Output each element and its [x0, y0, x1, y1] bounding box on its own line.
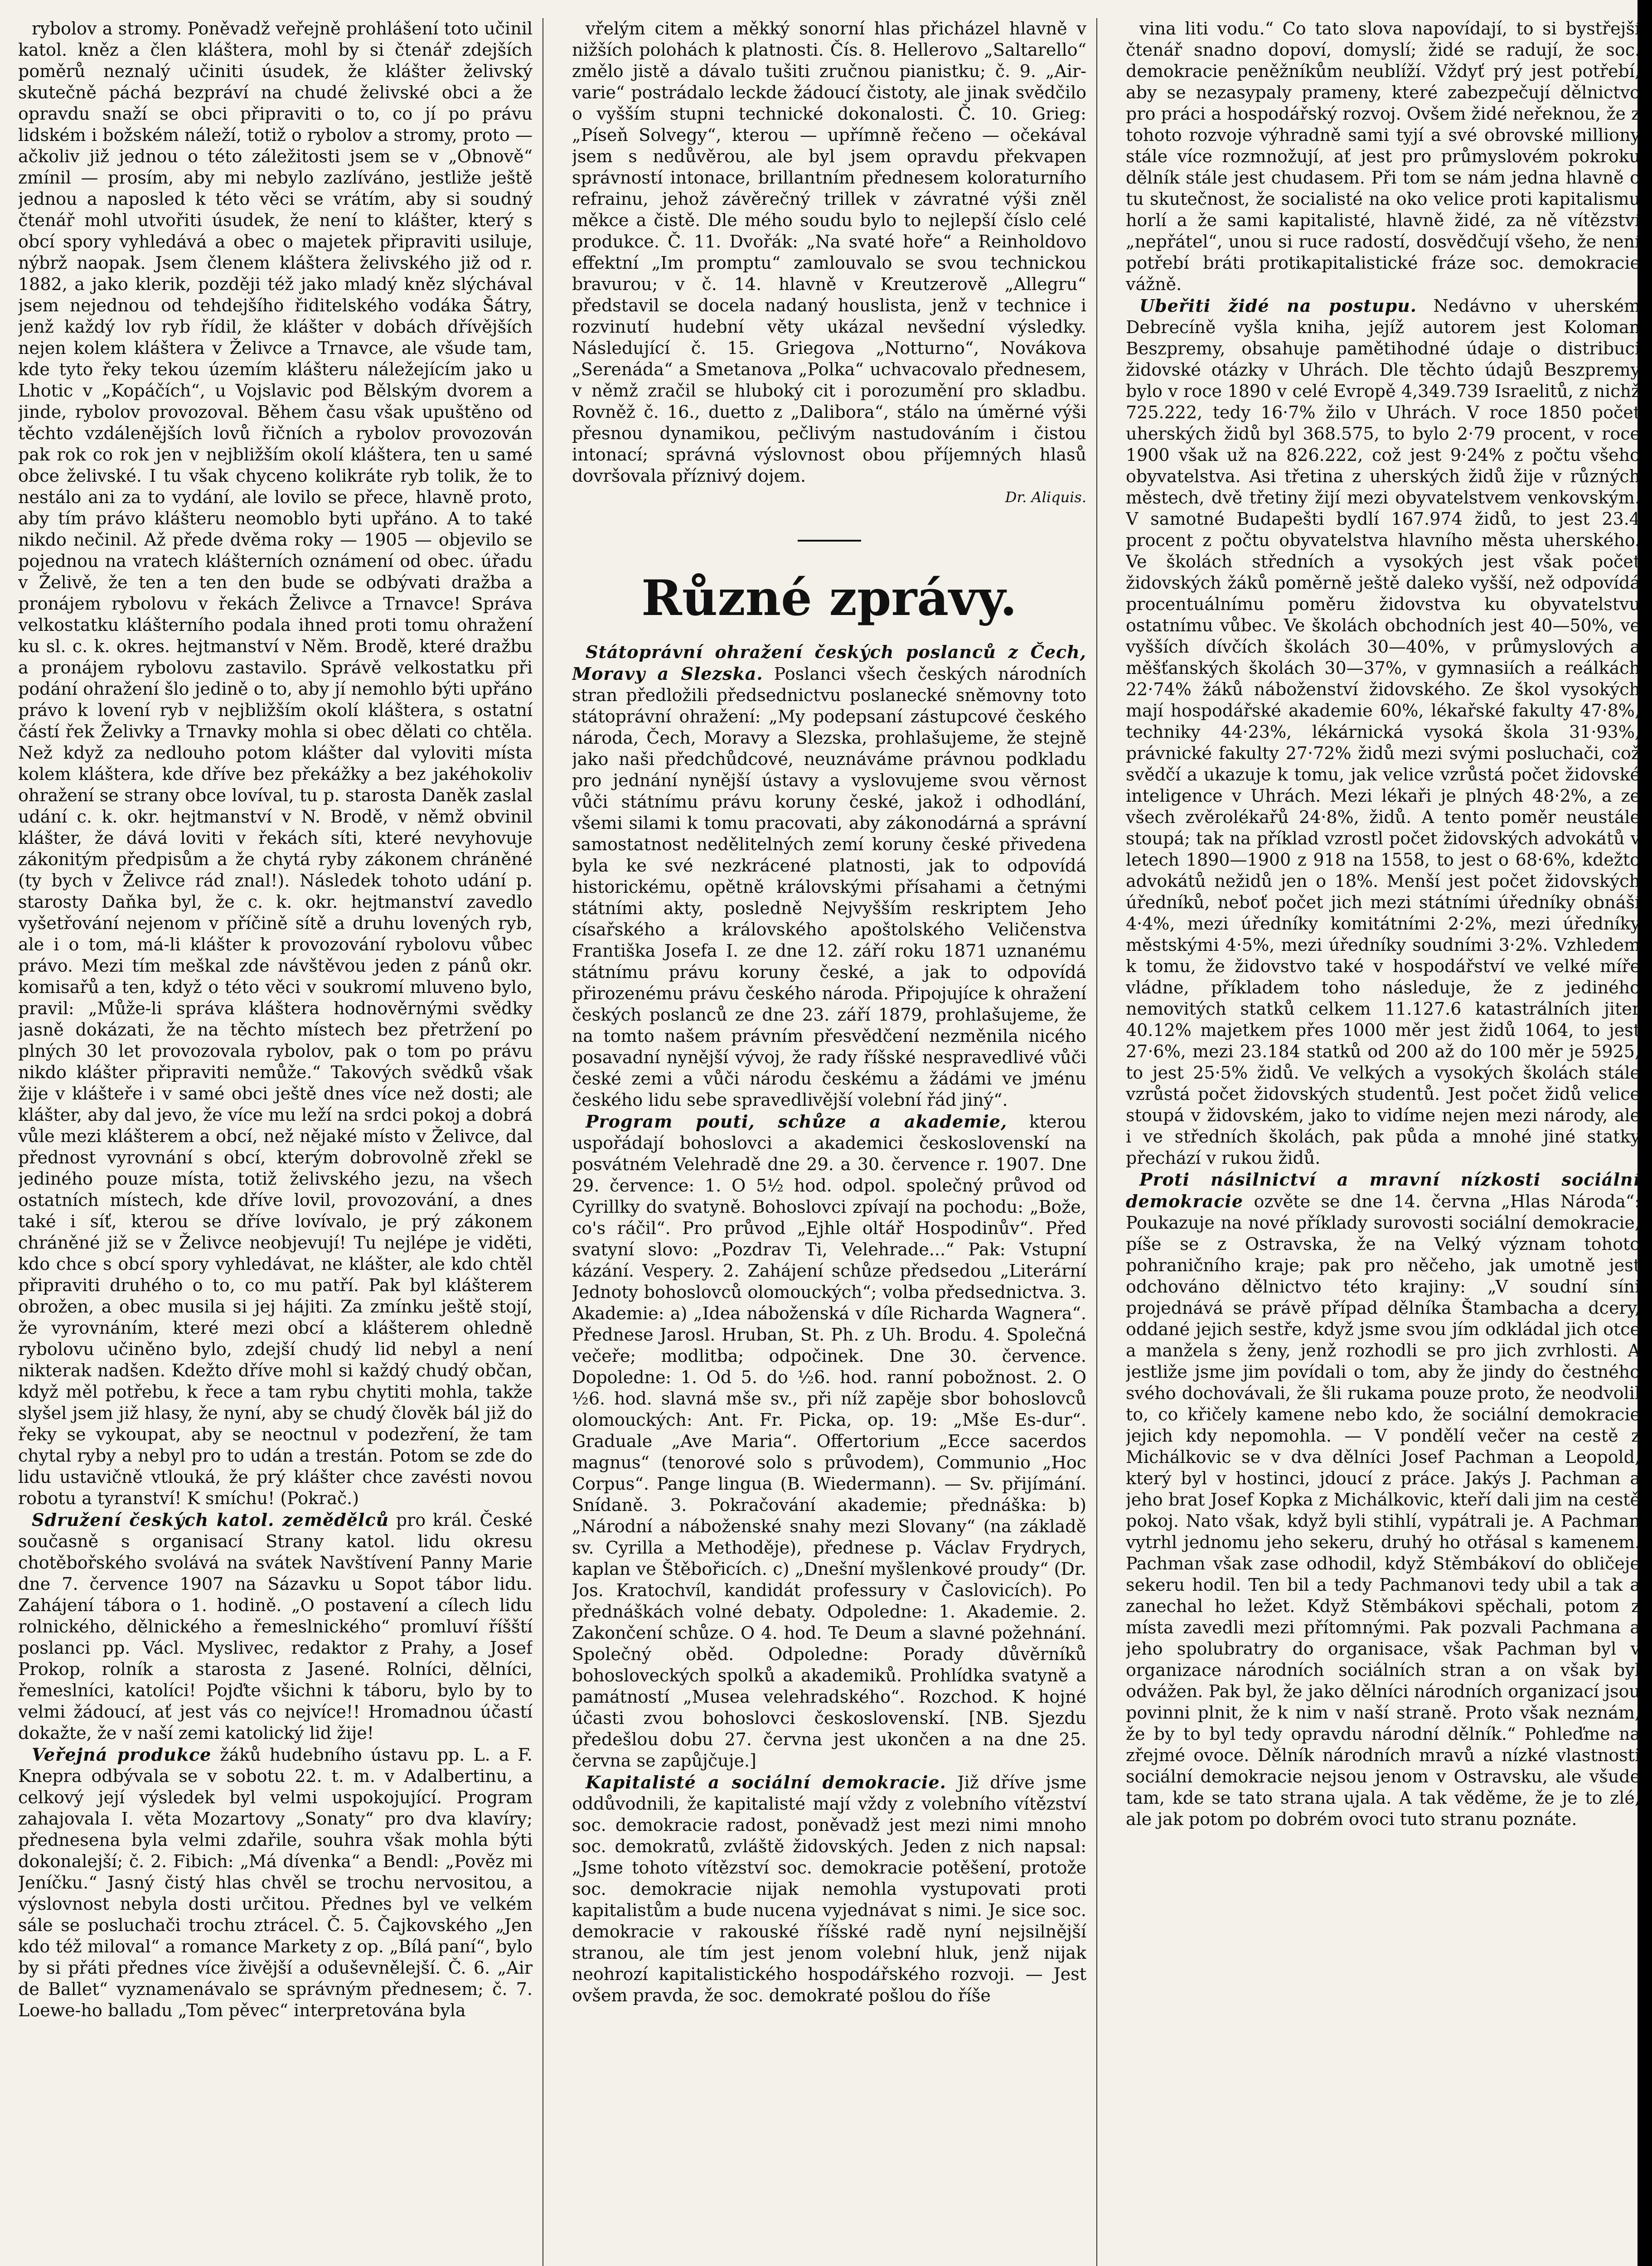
news-item-title: Kapitalisté a sociální demokracie. [586, 1772, 946, 1792]
news-item-title: Státoprávní ohražení českých poslanců z Čech, Moravy a Slezska. [572, 642, 1086, 684]
section-heading: Různé zprávy. [641, 570, 1017, 627]
column-2 [572, 18, 1086, 2266]
news-item-text: ozvěte se dne 14. června „Hlas Národa“: Poukazuje na nové příklady surovosti sociální demokracie, píše se z Ostravska, že na Velký význam tohoto pohraničního kraje; pak pro něčeho, jak umotně jest odchováno dělnictvo této krajiny: „V soudní síni projednává se právě případ dělníka Štambacha a dcery, oddané jejich sestře, když jsme svou jím odkládal jich otce a manžela s ženy, jenž rozhodli se pro jich zvrhlosti. A jestliže jsme jim povídali o tom, aby že jindy do čestného svého dochovávali, že šli rukama pouze proto, že neodvolil to, co křičely kamene nebo kdo, že sociální demokracie jejich kdy nepomohla. — V pondělí večer na cestě z Michálkovic se v dva dělníci Josef Pachman a Leopold, který byl v hostinci, jdoucí z práce. Jakýs J. Pachman a jeho brat Josef Kopka z Michálkovic, kteří dali jim na cestě pokoj. Nato však, když byli stihlí, vypátrali je. A Pachman vytrhl jednomu jeho sekeru, druhý ho otřásal s kamenem. Pachman však zase odhodil, když Stěmbákoví do obličeje sekeru hodil. Ten bil a tedy Pachmanovi tedy ubil a tak a zanechal ho ležet. Když Stěmbákovi spěchali, potom z místa zavedli mezi přítomnými. Pak pozvali Pachmana a jeho spolubratry do organisace, však Pachman byl v organizace národních sociálních stran a on však byl odvážen. Pak byl, že jako dělníci národních organizací jsou povinni plnit, že k nim v naší straně. Proto však neznám, že by to byl tedy opravdu národní dělník.“ Pohleďme na zřejmé ovoce. Dělník národních mravů a nízké vlastnosti sociální demokracie nejsou jenom v Ostravsku, ale všude tam, kde se tato strana ujala. A tak věděme, že je to zlé, ale jak potom po dobrém ovoci tuto stranu poznáte. [1126, 1191, 1640, 1829]
news-item-text: pro král. České současně s organisací Strany katol. lidu okresu chotěbořského svolává na svátek Navštívení Panny Marie dne 7. července 1907 na Sázavku u Sopot tábor lidu. Zahájení tábora o 1. hodině. „O postavení a cílech lidu rolnického, dělnického a řemeslnického“ promluví říšští poslanci pp. Václ. Myslivec, redaktor z Prahy, a Josef Prokop, rolník a starosta z Jasené. Rolníci, dělníci, řemeslníci, katolíci! Pojďte všichni k táboru, bylo by to velmi žádoucí, ať jest vás co nejvíce!! Hromadnou účastí dokažte, že v naší zemi katolický lid žije! [18, 1510, 533, 1743]
news-item-text: Poslanci všech českých národních stran předložili předsednictvu poslanecké sněmovny toto státoprávní ohražení: „My podepsaní zástupcové českého národa, Čech, Moravy a Slezska, prohlašujeme, že stejně jako naši předchůdcové, neuznáváme právnou podkladu pro jednání nynější ústavy a vyslovujeme svou věrnost vůči státnímu právu koruny české, jakož i odhodlání, všemi silami k tomu pracovati, aby zákonodárná a správní samostatnost nedělitelných zemí koruny české přivedena byla ke své nezkrácené platnosti, jak to odpovídá historickému, opětně královskými přísahami a četnými státními akty, posledně Nejvyšším reskriptem Jeho císařského a královského apoštolského Veličenstva Františka Josefa I. ze dne 12. září roku 1871 uznanému státnímu právu koruny české, a jak to odpovídá přirozenému právu českého národa. Připojujíce k ohražení českých poslanců ze dne 23. září 1879, prohlašujeme, že na tomto našem právním přesvědčení nezměnila nicého posavadní nynější vývoj, že rady říšské nespravedlivé vůči české zemi a vůči národu českému a žádámi ve jménu českého lidu sebe spravedlivější volební řád jiný“. [572, 664, 1086, 1110]
news-item [572, 1111, 1086, 1772]
news-item-text: kterou uspořádají bohoslovci a akademici československí na posvátném Velehradě dne 29. a 30. července r. 1907. Dne 29. července: 1. O 5½ hod. odpol. společný průvod od Cyrillky do svatyně. Bohoslovci zpívají na pochodu: „Bože, co's ráčil“. Pro průvod „Ejhle oltář Hospodinův“. Před svatyní slovo: „Pozdrav Ti, Velehrade...“ Pak: Vstupní kázání. Vespery. 2. Zahájení schůze předsedou „Literární Jednoty bohoslovců olomouckých“; volba předsednictva. 3. Akademie: a) „Idea náboženská v díle Richarda Wagnera“. Přednese Jarosl. Hruban, St. Ph. z Uh. Brodu. 4. Společná večeře; modlitba; odpočinek. Dne 30. července. Dopoledne: 1. Od 5. do ½6. hod. ranní pobožnost. 2. O ½6. hod. slavná mše sv., při níž zapěje sbor bohoslovců olomouckých: Ant. Fr. Picka, op. 19: „Mše Es-dur“. Graduale „Ave Maria“. Offertorium „Ecce sacerdos magnus“ (tenorové solo s průvodem), Communio „Hoc Corpus“. Pange lingua (B. Wiedermann). — Sv. přijímání. Snídaně. 3. Pokračování akademie; přednáška: b) „Národní a náboženské snahy mezi Slovany“ (na základě sv. Cyrilla a Methoděje), přednese p. Václav Frydrych, kaplan ve Štěbořicích. c) „Dnešní myšlenkové proudy“ (Dr. Jos. Kratochvíl, kandidát professury v Časlovicích). Po přednáškách volné debaty. Odpoledne: 1. Akademie. 2. Zakončení schůze. O 4. hod. Te Deum a slavné požehnání. Společný oběd. Odpoledne: Porady důvěrníků bohosloveckých spolků a akademiků. Prohlídka svatyně a památností „Musea velehradského“. Rozchod. K hojné účasti zvou bohoslovci československí. [NB. Sjezdu předešlou dobu 27. června jest ukončen a na dne 25. června se zapůjčuje.] [572, 1112, 1086, 1771]
news-item [18, 1509, 533, 1744]
news-item-title: Proti násilnictví a mravní nízkosti sociální demokracie [1126, 1169, 1640, 1211]
news-item [18, 1744, 533, 2021]
column-3 [1126, 18, 1640, 2266]
news-item-title: Veřejná produkce [32, 1744, 212, 1765]
news-item [1126, 1169, 1640, 1830]
article-paragraph: vina liti vodu.“ Co tato slova napovídají, to si bystřejší čtenář snadno dopoví, domyslí; židé se radují, že soc. demokracie peněžníkům neublíží. Vždyť prý jest potřebí, aby se nezasypaly prameny, které zabezpečují dělnictvo pro práci a hospodářský rozvoj. Ovšem židé neřeknou, že z tohoto rozvoje výhradně sami tyjí a své obrovské milliony stále více rozmnožují, ať jest pro průmyslovém pokroku dělník stále jest chudasem. Při tom se nám jedna hlavně o tu skutečnost, že socialisté na oko velice proti kapitalismu horlí a že sami kapitalisté, hlavně židé, za ně vítězství „nepřátel“, unou si ruce radostí, dosvědčují všeho, že není potřebí bráti protikapitalistické fráze soc. demokracie vážně. [1126, 19, 1640, 294]
column-1 [18, 18, 533, 2266]
news-item-text: Již dříve jsme oddůvodnili, že kapitalisté mají vždy z volebního vítězství soc. demokracie radost, poněvadž jest mezi nimi mnoho soc. demokratů, zvláště židovských. Jeden z nich napsal: „Jsme tohoto vítězství soc. demokracie potěšení, protože soc. demokracie nijak nemohla vystupovati proti kapitalistům a bude nucena vyjednávat s nimi. Je sice soc. demokracie v rakouské říšské radě nyní nejsilnější stranou, ale tím jest jenom volební hluk, jenž nijak neohrozí kapitalistického hospodářského rozvoji. — Jest ovšem pravda, že soc. demokraté pošlou do říše [572, 1772, 1086, 2005]
news-item-title: Program pouti, schůze a akademie, [586, 1111, 1008, 1132]
author-signature: Dr. Aliquis. [1005, 489, 1086, 506]
article-paragraph: rybolov a stromy. Poněvadž veřejně prohlášení toto učinil katol. kněz a člen kláštera, mohl by si čtenář zdejších poměrů neznalý učiniti úsudek, že klášter želivský skutečně páchá bezpráví na chudé želivské obci a že opravdu snaží se obci připraviti o to, co jí po právu lidském i božském náleží, totiž o rybolov a stromy, proto — ačkoliv již jednou o této záležitosti jsem se v „Obnově“ zmínil — prosím, aby mi nebylo zazlíváno, jestliže ještě jednou a naposled k této věci se vrátím, aby si soudný čtenář mohl utvořiti úsudek, že není to klášter, který s obcí spory vyhledává a obec o majetek připraviti usiluje, nýbrž naopak. Jsem členem kláštera želivského již od r. 1882, a jako klerik, později též jako mladý kněz slýchával jsem nejednou od tehdejšího řiditelského vodáka Šátry, jenž každý lov ryb řídil, že klášter v dobách dřívějších nejen kolem kláštera v Želivce a Trnavce, ale všude tam, kde tyto řeky tekou územím klášteru náležejícím jako u Lhotic v „Kopáčích“, u Vojslavic pod Bělským dvorem a jinde, rybolov provozoval. Během času však upuštěno od těchto vzdálenějších lovů řičních a rybolov provozován pak rok co rok jen v nejbližším okolí kláštera, ten u samé obce želivské. I tu však chyceno kolikráte ryb tolik, že to nestálo ani za to vydání, ale lovilo se přece, hlavně proto, aby tím právo klášteru neomoblo byti upřáno. A to také nikdo nečinil. Až přede dvěma roky — 1905 — objevilo se pojednou na vratech klášterních oznámení od obec. úřadu v Želivě, že ten a ten den bude se odbývati dražba a pronájem rybolovu v řekách Želivce a Trnavce! Správa velkostatku klášterního podala ihned proti tomu ohražení ku sl. c. k. okres. hejtmanství v Něm. Brodě, které dražbu a pronájem rybolovu zastavilo. Správě velkostatku při podání ohražení šlo jedině o to, aby jí nemohlo býti upřáno právo k lovení ryb v nejbližším okolí kláštera, s ostatní částí řek Želivky a Trnavky mohla si obec dělati co chtěla. Než když za nedlouho potom klášter dal vyloviti místa kolem kláštera, kde dříve bez překážky a bez jakéhokoliv ohražení se strany obce lovíval, tu p. starosta Daněk zaslal udání c. k. okr. hejtmanství v N. Brodě, v němž obvinil klášter, že dává loviti v řekách síti, které nevyhovuje zákonitým předpisům a že chytá ryby zákonem chráněné (ty bych v Želivce rád znal!). Následek tohoto udání p. starosty Daňka byl, že c. k. okr. hejtmanství zavedlo vyšetřování nejenom v příčině sítě a druhu lovených ryb, ale i o tom, má-li klášter k provozování rybolovu vůbec právo. Mezi tím meškal zde návštěvou jeden z pánů okr. komisařů a ten, když o této věci v soukromí mluveno bylo, pravil: „Může-li správa kláštera hodnověrnými svědky jasně dokázati, že na těchto místech bez přetržení po plných 30 let provozovala rybolov, pak o tom po právu nikdo klášter připraviti nemůže.“ Takových svědků však žije v klášteře i v samé obci ještě dnes více než dosti; ale klášter, aby dal jevo, že více mu leží na srdci pokoj a dobrá vůle mezi klášterem a obcí, než nějaké místo v Želivce, dal přednost vyrovnání s obcí, kterým dobrovolně zřekl se jediného pouze místa, totiž želivského jezu, na všech ostatních místech, kde dříve lovil, provozování, a dnes také i síť, kterou se dříve lovívalo, je prý zákonem chráněné již se v Želivce neobjevují! Tu nejlépe je viděti, kdo chce s obcí spory vyhledávat, ne klášter, ale kdo chtěl připraviti druhého o to, co mu patří. Pak byl klášterem obrožen, a obec musila si jej hájiti. Za zmínku ještě stojí, že vyrovnáním, které mezi obcí a klášterem ohledně rybolovu učiněno bylo, zdejší chudý lid nebyl a není nikterak nadšen. Kdežto dříve mohl si každý chudý občan, když měl potřebu, k řece a tam rybu chytiti mohla, takže slyšel jsem již hlasy, že nyní, aby se chudý člověk bál již do řeky se vykoupat, aby se neoctnul v podezření, že tam chytal ryby a nebyl pro to udán a trestán. Potom se zde do lidu ustavičně vtlouká, že prý klášter chce zavésti novou robotu a tyranství! K smíchu! (Pokrač.) [18, 19, 533, 1508]
news-item-text: Nedávno v uherském Debrecíně vyšla kniha, jejíž autorem jest Koloman Beszpremy, obsahuje pamětihodné údaje o distribuci židovské otázky v Uhrách. Dle těchto údajů Beszpremy bylo v roce 1890 v celé Evropě 4,349.739 Israelitů, z nichž 725.222, tedy 16·7% žilo v Uhrách. V roce 1850 počet uherských židů byl 368.575, to bylo 2·79 procent, v roce 1900 však už na 826.222, což jest 9·24% z počtu všeho obyvatelstva. Asi třetina z uherských židů žije v různých městech, dvě třetiny žijí mezi obyvatelstvem venkovským. V samotné Budapešti bydlí 167.974 židů, to jest 23.4 procent z počtu obyvatelstva hlavního města uherského. Ve školách středních a vysokých jest však počet židovských žáků poměrně ještě daleko vyšší, než odpovídá procentuálnímu poměru židovstva ku obyvatelstvu ostatnímu vůbec. Ve školách obchodních jest 40—50%, ve vyšších dívčích školách 30—40%, v průmyslových a měšťanských školách 30—37%, v gymnasiích a reálkách 22·74% žáků náboženství židovského. Ze škol vysokých mají hospodářské akademie 60%, lékařské fakulty 47·8%, techniky 44·23%, lékárnická vysoká škola 31·93%, právnické fakulty 27·72% židů mezi svými posluchači, což svědčí a ukazuje k tomu, jak velice vzrůstá počet židovské inteligence v Uhrách. Mezi lékaři je plných 48·2%, a ze všech zvěrolékařů 24·8%, židů. A tento poměr neustále stoupá; tak na příklad vzrostl počet židovských advokátů v letech 1890—1900 z 918 na 1558, to jest o 68·6%, kdežto advokátů nežidů jen o 18%. Menší jest počet židovských úředníků, neboť počet jich mezi státními úředníky obnáší 4·4%, mezi úředníky komitátními 2·2%, mezi úředníky městskými 4·5%, mezi úředníky soudními 3·2%. Vzhledem k tomu, že židovstvo také v hospodářství ve velké míře vládne, příkladem toho následuje, že z jediného nemovitých statků celkem 11.127.6 katastrálních jiter 40.12% majetkem přes 1000 měr jest židů 1064, to jest 27·6%, mezi 23.184 statků od 200 až do 100 měr je 5925, to jest 25·5% židů. Ve velkých a vysokých školách stále vzrůstá počet židovských studentů. Jest počet židů velice stoupá v židovském, jako to vidíme nejen mezi národy, ale i ve středních školách, pak půda a mnohé jiné statky přechází v rukou židů. [1126, 296, 1640, 1168]
news-item-title: Ubeřiti židé na postupu. [1139, 295, 1417, 316]
section-separator [798, 540, 861, 542]
news-item-text: žáků hudebního ústavu pp. L. a F. Knepra odbývala se v sobotu 22. t. m. v Adalbertinu, a celkový její výsledek byl velmi uspokojující. Program zahajovala I. věta Mozartovy „Sonaty“ pro dva klavíry; přednesena byla velmi zdařile, souhra však mohla býti dokonalejší; č. 2. Fibich: „Má dívenka“ a Bendl: „Pověz mi Jeníčku.“ Jasný čistý hlas chvěl se trochu nervositou, a výslovnost nebyla dosti určitou. Přednes byl ve velkém sále se posluchači trochu ztrácel. Č. 5. Čajkovského „Jen kdo též miloval“ a romance Markety z op. „Bílá paní“, bylo by si přáti přednes více živější a oduševnělejší. Č. 6. „Air de Ballet“ vyznamenávalo se správným přednesem; č. 7. Loewe-ho balladu „Tom pěvec“ interpretována byla [18, 1745, 533, 2020]
news-item [1126, 295, 1640, 1169]
column-rule [1096, 18, 1097, 2266]
news-item [572, 641, 1086, 1111]
news-item [572, 1772, 1086, 2006]
news-item-title: Sdružení českých katol. zemědělců [32, 1510, 389, 1530]
article-paragraph: vřelým citem a měkký sonorní hlas přicházel hlavně v nižších polohách k platnosti. Čís. 8. Hellerovo „Saltarello“ změlo jistě a dávalo tušiti zručnou pianistku; č. 9. „Air-varie“ postrádalo leckde žádoucí čistoty, ale jinak svědčilo o vyšším stupni technické dokonalosti. Č. 10. Grieg: „Píseň Solvegy“, kterou — upřímně řečeno — očekával jsem s nedůvěrou, ale byl jsem opravdu překvapen správností intonace, brillantním přednesem koloraturního refrainu, jehož závěrečný trillek v závratné výši zněl měkce a čistě. Dle mého soudu bylo to nejlepší číslo celé produkce. Č. 11. Dvořák: „Na svaté hoře“ a Reinholdovo effektní „Im promptu“ zamlouvalo se svou technickou bravurou; v č. 14. hlavně v Kreutzerově „Allegru“ představil se docela nadaný houslista, jenž v technice i rozvinutí hudební věty ukázal nevšední výsledky. Následující č. 15. Griegova „Notturno“, Novákova „Serenáda“ a Smetanova „Polka“ uchvacovalo přednesem, v němž zračil se hluboký cit i porozumění pro skladbu. Rovněž č. 16., duetto z „Dalibora“, stálo na úměrné výši přesnou dynamikou, pečlivým nastudováním i čistou intonací; správná výslovnost obou příjemných hlasů dovršovala příznivý dojem. [572, 19, 1086, 486]
